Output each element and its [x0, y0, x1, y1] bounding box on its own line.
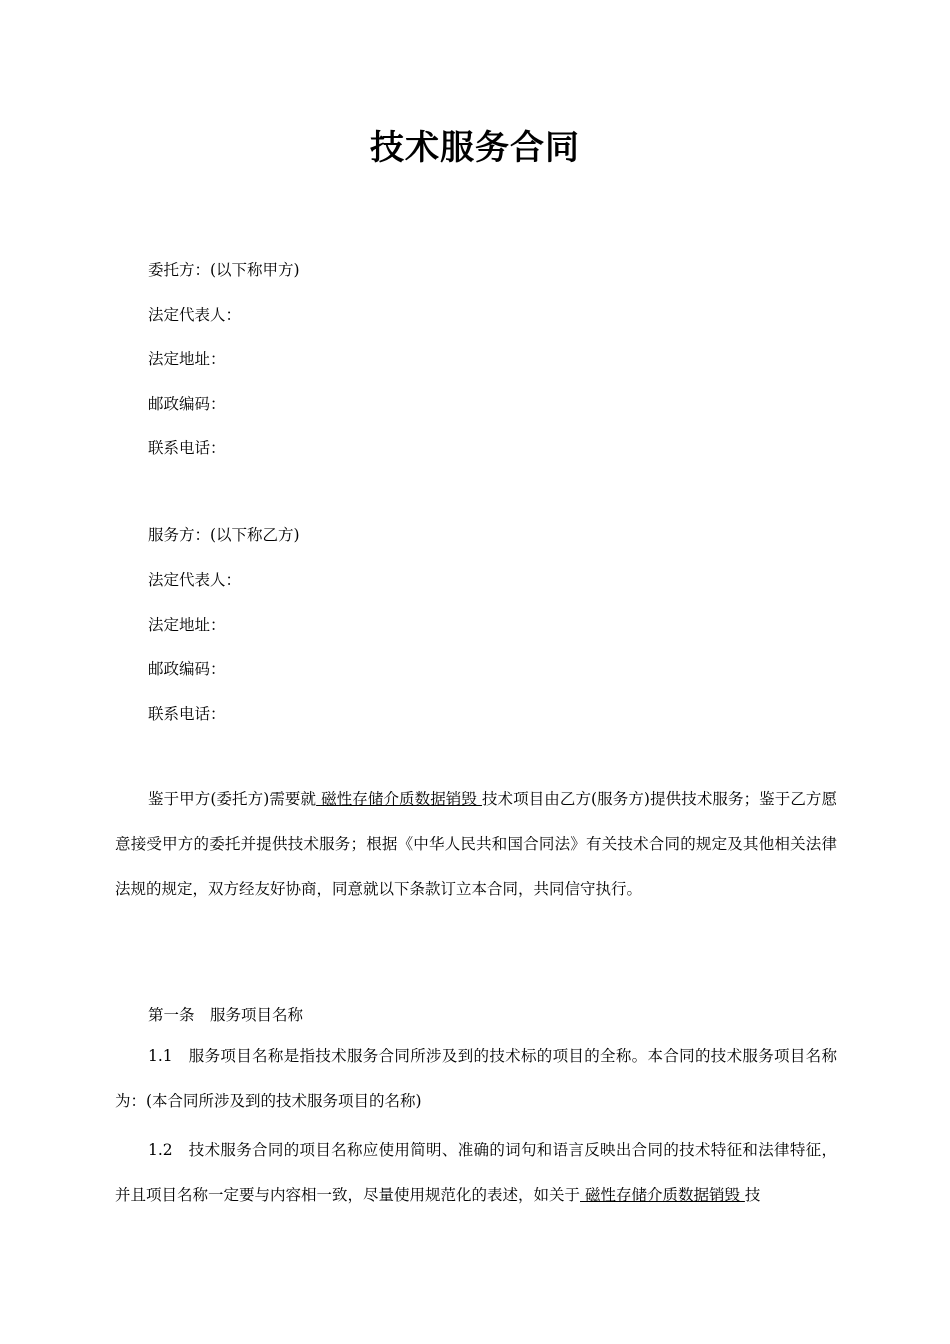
provider-postcode-line: 邮政编码： [148, 660, 226, 678]
clause-1-1: 1.1 服务项目名称是指技术服务合同所涉及到的技术标的项目的全称。本合同的技术服务项目名称为：(本合同所涉及到的技术服务项目的名称) [115, 1047, 837, 1110]
client-address-line: 法定地址： [148, 350, 226, 368]
page-title: 技术服务合同 [370, 128, 580, 168]
clause-1-2-text-2: 技 [744, 1186, 761, 1204]
preamble-paragraph [115, 777, 837, 912]
preamble-text-1: 鉴于甲方(委托方)需要就 [148, 790, 317, 808]
client-postcode-line: 邮政编码： [148, 395, 226, 413]
project-name-underlined: 磁性存储介质数据销毁 [316, 790, 482, 808]
provider-representative-line: 法定代表人： [148, 571, 242, 589]
provider-party-line: 服务方：(以下称乙方) [148, 526, 300, 544]
clause-1-2-project-underlined: 磁性存储介质数据销毁 [580, 1186, 745, 1204]
client-party-line: 委托方：(以下称甲方) [148, 261, 300, 279]
preamble-text-2: 技术项目由乙方(服务方)提供技术服务；鉴于乙方愿意接受甲方的委托并提供技术服务；根据《中华人民共和国合同法》有关技术合同的规定及其他相关法律法规的规定，双方经友好协商，同意就以下条款订立本合同，共同信守执行。 [115, 790, 837, 898]
clause-1-2-text-1: 1.2 技术服务合同的项目名称应使用简明、准确的词句和语言反映出合同的技术特征和法律特征，并且项目名称一定要与内容相一致，尽量使用规范化的表述，如关于 [115, 1141, 837, 1204]
provider-phone-line: 联系电话： [148, 705, 226, 723]
article-1-heading: 第一条 服务项目名称 [148, 1006, 304, 1024]
client-phone-line: 联系电话： [148, 439, 226, 457]
client-representative-line: 法定代表人： [148, 306, 242, 324]
provider-address-line: 法定地址： [148, 616, 226, 634]
clause-1-2 [115, 1128, 837, 1218]
